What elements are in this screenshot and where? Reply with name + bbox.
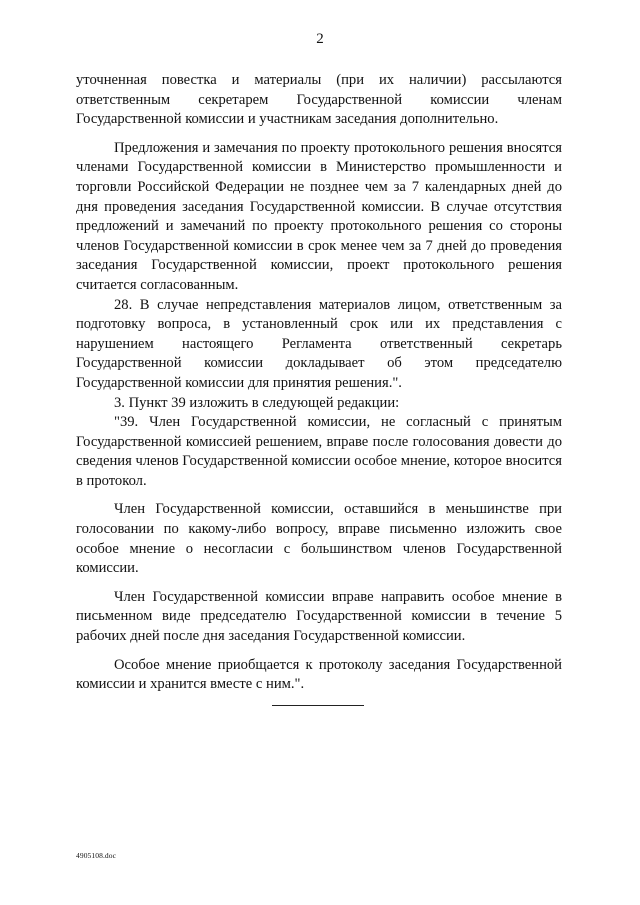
paragraph-item-3: 3. Пункт 39 изложить в следующей редакции: [114,394,400,411]
end-separator-line [272,705,364,706]
paragraph-agenda-continuation: уточненная повестка и материалы (при их наличии) рассылаются ответственным секретарем Государственной комиссии членам Государственной комиссии и участникам заседания дополнительно. [76,72,562,128]
paragraph-clause-28: 28. В случае непредставления материалов лицом, ответственным за подготовку вопроса, в установленный срок или их представления с нарушением настоящего Регламента ответственный секретарь Государственной комиссии докладывает об этом председателю Государственной комиссии для принятия решения.". [76,296,562,391]
paragraph-proposals: Предложения и замечания по проекту протокольного решения вносятся членами Государственной комиссии в Министерство промышленности и торговли Российской Федерации не позднее чем за 7 календарных дней до дня проведения заседания Государственной комиссии. В случае отсутствия предложений и замечаний по проекту протокольного решения со стороны членов Государственной комиссии в срок менее чем за 7 дней до проведения заседания Государственной комиссии, проект протокольного решения считается согласованным. [76,139,562,293]
paragraph-clause-39: "39. Член Государственной комиссии, не согласный с принятым Государственной комиссией решением, вправе после голосования довести до сведения членов Государственной комиссии особое мнение, которое вносится в протокол. [76,414,562,489]
paragraph-written-opinion: Член Государственной комиссии вправе направить особое мнение в письменном виде председателю Государственной комиссии в течение 5 рабочих дней после дня заседания Государственной комиссии. [76,588,562,645]
document-body [76,71,562,695]
paragraph-opinion-attached: Особое мнение приобщается к протоколу заседания Государственной комиссии и хранится вместе с ним.". [76,656,562,693]
paragraph-minority-opinion: Член Государственной комиссии, оставшийся в меньшинстве при голосовании по какому-либо вопросу, вправе письменно изложить свое особое мнение о несогласии с большинством членов Государственной комиссии. [76,501,562,577]
file-reference: 4905108.doc [76,851,117,860]
page-number: 2 [316,31,324,47]
